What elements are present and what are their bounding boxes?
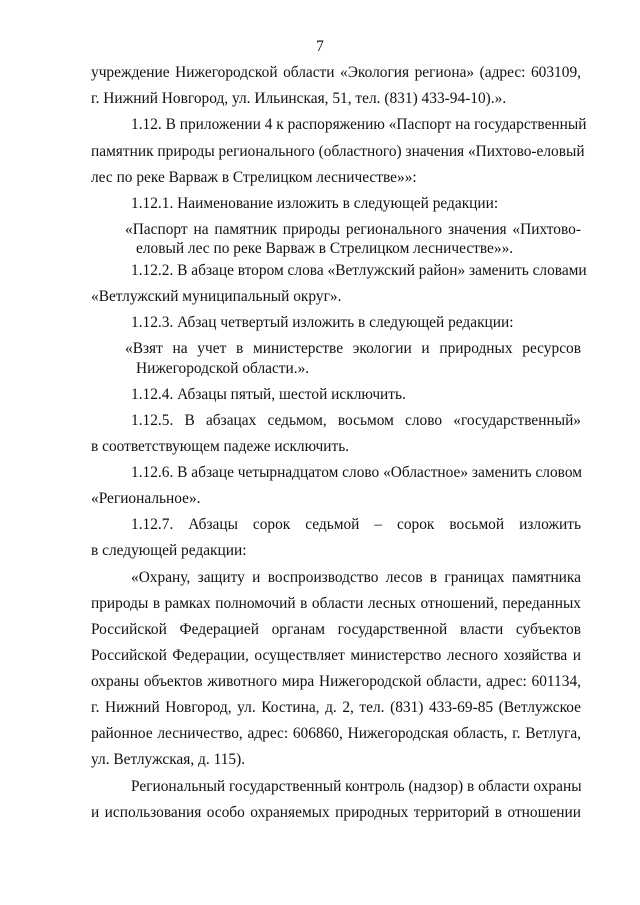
paragraph-1-12-3: 1.12.3. Абзац четвертый изложить в следующей редакции: <box>131 314 514 331</box>
paragraph-1-12-6: 1.12.6. В абзаце четырнадцатом слово «Областное» заменить словом <box>131 464 582 481</box>
text-line: природы в рамках полномочий в области лесных отношений, переданных <box>91 595 581 612</box>
quoted-text-line: «Взят на учет в министерстве экологии и природных ресурсов <box>125 340 581 357</box>
page-number: 7 <box>316 38 324 55</box>
paragraph-1-12-5: 1.12.5. В абзацах седьмом, восьмом слово «государственный» <box>131 412 581 429</box>
paragraph-regional-control: Региональный государственный контроль (надзор) в области охраны <box>131 778 582 795</box>
text-line: г. Нижний Новгород, ул. Костина, д. 2, тел. (831) 433-69-85 (Ветлужское <box>91 699 581 716</box>
text-line: «Ветлужский муниципальный округ». <box>91 288 342 305</box>
text-line: лес по реке Варваж в Стрелицком лесничестве»»: <box>91 169 417 186</box>
paragraph-1-12-7: 1.12.7. Абзацы сорок седьмой – сорок восьмой изложить <box>131 516 581 533</box>
text-line: ул. Ветлужская, д. 115). <box>91 751 246 768</box>
quoted-text-line: «Паспорт на памятник природы регионального значения «Пихтово- <box>125 221 581 238</box>
text-line: в следующей редакции: <box>91 542 247 559</box>
text-line: «Региональное». <box>91 490 201 507</box>
text-line: и использования особо охраняемых природных территорий в отношении <box>91 804 581 821</box>
paragraph-1-12-first-line: 1.12. В приложении 4 к распоряжению «Паспорт на государственный <box>131 116 587 133</box>
paragraph-1-12-1: 1.12.1. Наименование изложить в следующей редакции: <box>131 195 499 212</box>
text-line: г. Нижний Новгород, ул. Ильинская, 51, тел. (831) 433-94-10).». <box>91 90 507 107</box>
text-line: в соответствующем падеже исключить. <box>91 438 350 455</box>
text-line: памятник природы регионального (областного) значения «Пихтово-еловый <box>91 143 585 160</box>
paragraph-1-12-4: 1.12.4. Абзацы пятый, шестой исключить. <box>131 386 406 403</box>
text-line: Российской Федерации, осуществляет министерство лесного хозяйства и <box>91 647 581 664</box>
text-line: Российской Федерацией органам государственной власти субъектов <box>91 621 581 638</box>
text-line: охраны объектов животного мира Нижегородской области, адрес: 601134, <box>91 673 581 690</box>
quoted-text-line: Нижегородской области.». <box>136 360 310 377</box>
text-line: районное лесничество, адрес: 606860, Нижегородская область, г. Ветлуга, <box>91 725 581 742</box>
quoted-text-line: «Охрану, защиту и воспроизводство лесов в границах памятника <box>131 569 581 586</box>
quoted-text-line: еловый лес по реке Варваж в Стрелицком лесничестве»». <box>136 240 514 257</box>
text-line: учреждение Нижегородской области «Экология региона» (адрес: 603109, <box>91 64 581 81</box>
paragraph-1-12-2: 1.12.2. В абзаце втором слова «Ветлужский район» заменить словами <box>131 262 587 279</box>
